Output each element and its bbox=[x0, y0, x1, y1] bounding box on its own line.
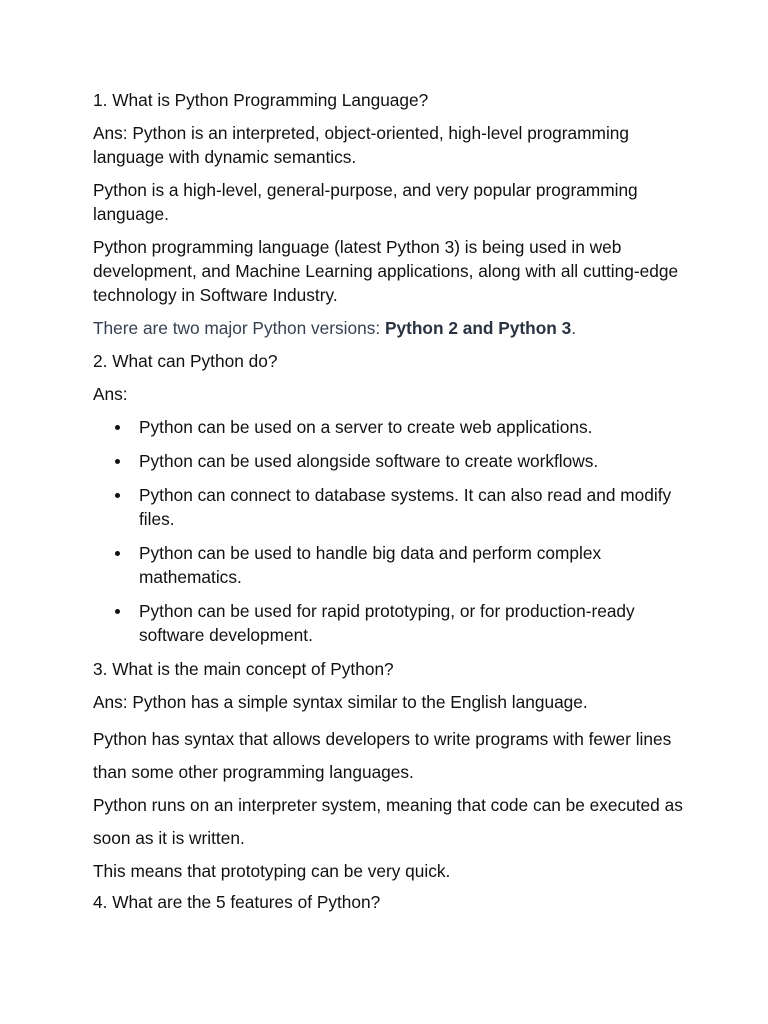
answer-1-paragraph-1: Python is a high-level, general-purpose, and very popular programming language. bbox=[93, 180, 638, 224]
question-3: 3. What is the main concept of Python? bbox=[93, 659, 394, 679]
answer-2-label: Ans: bbox=[93, 384, 128, 404]
question-1: 1. What is Python Programming Language? bbox=[93, 90, 429, 110]
list-item-text: Python can be used for rapid prototyping, or for production-ready software development. bbox=[139, 601, 635, 645]
bullet-icon bbox=[115, 551, 120, 556]
list-item-text: Python can connect to database systems. It can also read and modify files. bbox=[139, 485, 672, 529]
document-body bbox=[93, 88, 683, 923]
list-item-text: Python can be used to handle big data and perform complex mathematics. bbox=[139, 543, 602, 587]
versions-prefix: There are two major Python versions: bbox=[93, 318, 385, 338]
bullet-icon bbox=[115, 493, 120, 498]
answer-3-paragraph-1: Python has syntax that allows developers to write programs with fewer lines than some other programming languages. bbox=[93, 729, 672, 782]
answer-3-intro: Ans: Python has a simple syntax similar to the English language. bbox=[93, 692, 588, 712]
answer-1-intro: Ans: Python is an interpreted, object-oriented, high-level programming language with dynamic semantics. bbox=[93, 123, 630, 167]
capabilities-list bbox=[93, 415, 683, 647]
list-item bbox=[93, 483, 683, 531]
python-versions-line bbox=[93, 316, 683, 340]
question-4: 4. What are the 5 features of Python? bbox=[93, 892, 381, 912]
list-item-text: Python can be used alongside software to create workflows. bbox=[139, 451, 599, 471]
list-item bbox=[93, 449, 683, 473]
list-item-text: Python can be used on a server to create web applications. bbox=[139, 417, 593, 437]
answer-3-paragraph-2: Python runs on an interpreter system, meaning that code can be executed as soon as it is written. bbox=[93, 795, 683, 848]
list-item bbox=[93, 415, 683, 439]
list-item bbox=[93, 599, 683, 647]
answer-1-paragraph-2: Python programming language (latest Python 3) is being used in web development, and Machine Learning applications, along with all cutting-edge technology in Software Industry. bbox=[93, 237, 679, 305]
list-item bbox=[93, 541, 683, 589]
versions-bold: Python 2 and Python 3 bbox=[384, 318, 572, 338]
versions-suffix: . bbox=[571, 318, 577, 338]
question-2: 2. What can Python do? bbox=[93, 351, 278, 371]
bullet-icon bbox=[115, 459, 120, 464]
bullet-icon bbox=[115, 609, 120, 614]
answer-3-paragraph-3: This means that prototyping can be very quick. bbox=[93, 861, 451, 881]
bullet-icon bbox=[115, 425, 120, 430]
